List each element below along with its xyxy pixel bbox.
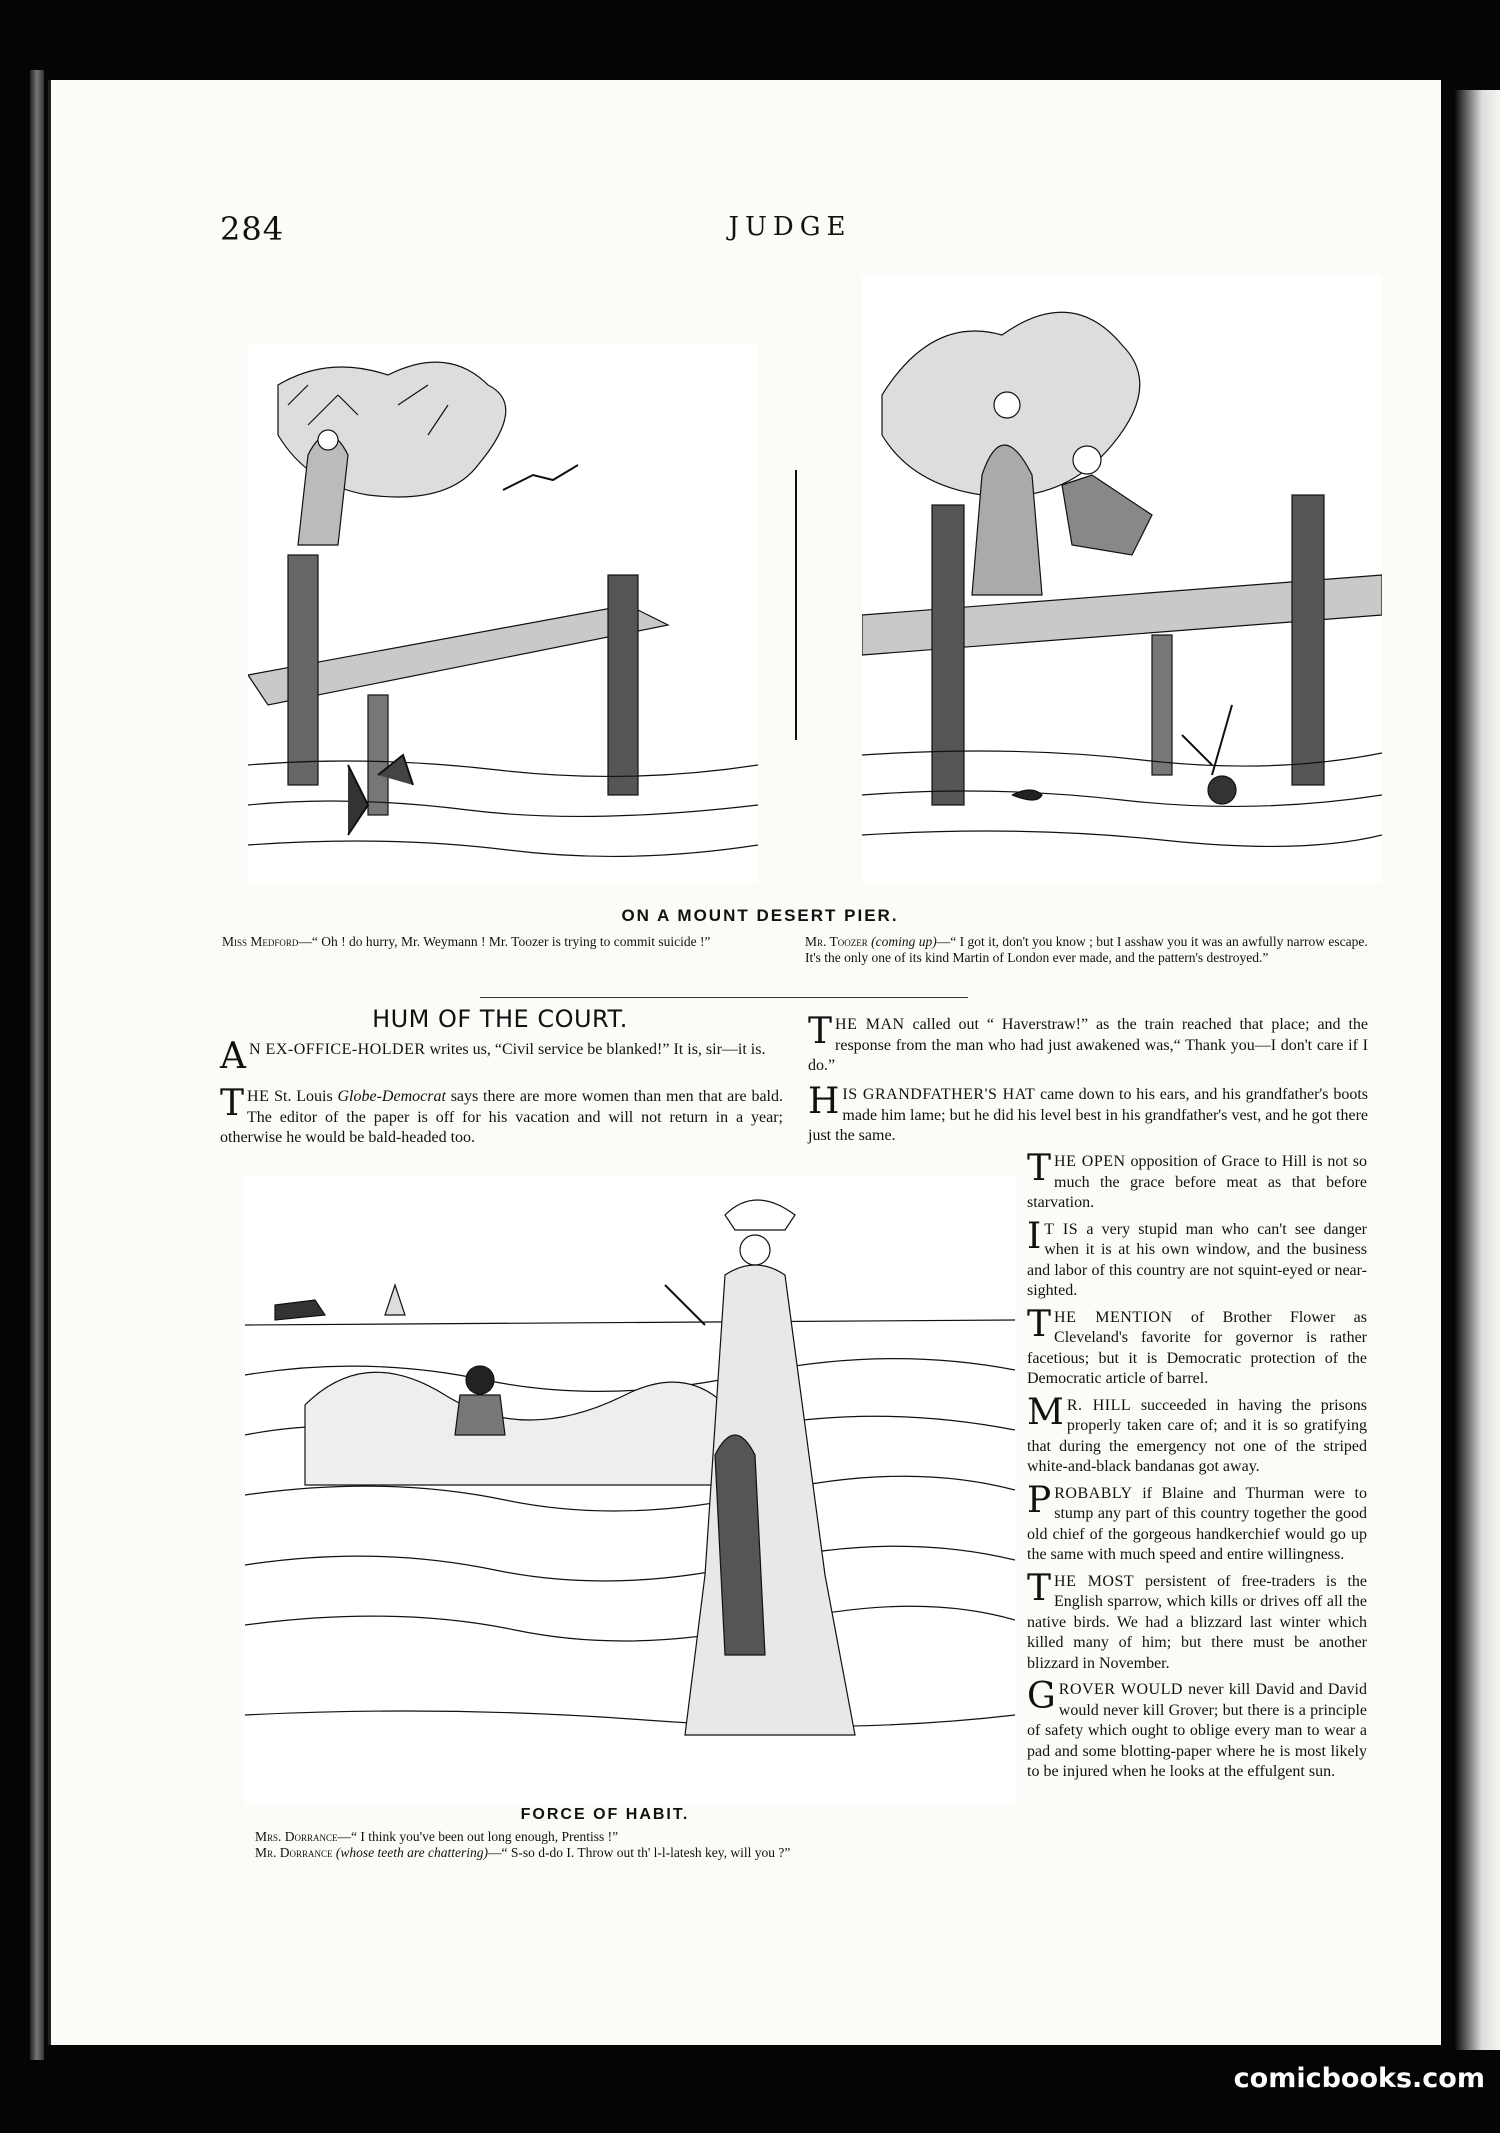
habit-caption-line-1 [255, 1829, 1015, 1845]
paragraph-lead: HE [247, 1088, 270, 1105]
narrow-column [1027, 1148, 1368, 1789]
pier-caption-left [222, 934, 787, 950]
pier-illustration-left [248, 345, 758, 883]
habit-speaker-1: Mrs. Dorrance [255, 1829, 338, 1844]
drop-cap: I [1027, 1215, 1042, 1257]
paragraph-lead: N EX-OFFICE-HOLDER [249, 1041, 426, 1058]
paragraph-text: of Brother Flower as Cleveland's favorite for governor is rather facetious; but it is Democratic protection of the Democratic article of barrel. [1027, 1308, 1367, 1387]
hum-paragraph-right-2 [808, 1081, 1369, 1147]
paragraph-lead: HE MOST [1054, 1572, 1135, 1590]
facing-page-edge [1455, 90, 1500, 2050]
paragraph-lead: T IS [1044, 1220, 1079, 1238]
paragraph-lead: HE MAN [835, 1016, 905, 1033]
habit-direction: (whose teeth are chattering) [335, 1845, 488, 1860]
hum-paragraph-left-2 [220, 1083, 783, 1149]
paragraph-text: called out “ Haverstraw!” as the train reached that place; and the response from the man who had just awakened was,“ Thank you—I don't care if I do.” [808, 1016, 1368, 1074]
habit-speaker-2: Mr. Dorrance [255, 1845, 333, 1860]
paragraph-text: writes us, “Civil service be blanked!” It is, sir—it is. [425, 1041, 766, 1058]
hum-of-the-court-heading: HUM OF THE COURT. [372, 1005, 628, 1033]
panel-divider [795, 470, 797, 740]
habit-speech-2: —“ S-so d-do I. Throw out th' l-l-latesh key, will you ?” [487, 1845, 791, 1860]
paragraph-text: opposition of Grace to Hill is not so much the grace before meat as that before starvation. [1027, 1153, 1368, 1211]
paragraph-text: if Blaine and Thurman were to stump any part of this country together the good old chief of the gorgeous handkerchief would go up the same with much speed and entire willingness. [1027, 1484, 1367, 1563]
force-of-habit-illustration [245, 1175, 1015, 1805]
narrow-paragraph-7 [1027, 1676, 1367, 1783]
paragraph-text: never kill David and David would never kill Grover; but there is a principle of safety which ought to oblige every man to wear a pad and some blotting-paper where he is most likely to be injured when he looks at the effulgent sun. [1027, 1681, 1367, 1780]
paragraph-lead: ROBABLY [1054, 1484, 1133, 1502]
drop-cap: H [808, 1081, 840, 1122]
hum-paragraph-right-1 [808, 1011, 1368, 1077]
pier-illustration-right [862, 275, 1382, 883]
paragraph-lead: ROVER WOULD [1058, 1681, 1183, 1698]
paragraph-text: succeeded in having the prisons properly taken care of; and it is so gratifying that during the emergency not one of the striped white-and-black bandanas got away. [1027, 1396, 1368, 1475]
pier-caption-title: ON A MOUNT DESERT PIER. [621, 906, 899, 925]
drop-cap: T [808, 1011, 833, 1052]
drop-cap: G [1027, 1676, 1056, 1717]
section-rule [480, 997, 968, 998]
paragraph-text: a very stupid man who can't see danger when it is at his own window, and the business and labor of this country are not squint-eyed or near-sighted. [1027, 1220, 1367, 1299]
habit-speech-1: —“ I think you've been out long enough, Prentiss !” [337, 1829, 619, 1844]
habit-caption-title: FORCE OF HABIT. [520, 1806, 690, 1823]
pier-left-speaker: Miss Medford [222, 934, 299, 949]
paragraph-lead: HE MENTION [1054, 1308, 1173, 1326]
newspaper-title: Globe-Democrat [337, 1088, 446, 1105]
paragraph-text: says there are more women than men that are bald. The editor of the paper is off for his vacation and will not return in a year; otherwise he would be bald-headed too. [220, 1088, 783, 1146]
pier-caption-right [805, 934, 1370, 966]
drop-cap: T [1027, 1148, 1052, 1189]
paragraph-text: St. Louis [269, 1088, 338, 1105]
narrow-paragraph-1 [1027, 1148, 1368, 1214]
narrow-paragraph-5 [1027, 1479, 1367, 1566]
narrow-paragraph-3 [1027, 1303, 1367, 1390]
page-number: 284 [220, 210, 285, 248]
pier-right-direction: (coming up) [871, 934, 937, 949]
narrow-paragraph-4 [1027, 1391, 1368, 1478]
site-watermark: comicbooks.com [1233, 2063, 1485, 2094]
paragraph-text: came down to his ears, and his grandfather's boots made him lame; but he did his level best in his grandfather's vest, and he got there just the same. [808, 1086, 1369, 1144]
narrow-paragraph-6 [1027, 1567, 1367, 1675]
narrow-paragraph-2 [1027, 1215, 1367, 1302]
drop-cap: T [1027, 1567, 1052, 1609]
drop-cap: A [220, 1036, 246, 1077]
page-binding-edge [30, 70, 44, 2060]
drop-cap: P [1027, 1479, 1052, 1521]
running-head: JUDGE [728, 212, 852, 242]
drop-cap: T [220, 1083, 245, 1124]
paragraph-text: persistent of free-traders is the English sparrow, which kills or drives off all the native birds. We had a blizzard last winter which killed many of him; but there must be another blizzard in November. [1027, 1572, 1367, 1672]
pier-left-speech: —“ Oh ! do hurry, Mr. Weymann ! Mr. Toozer is trying to commit suicide !” [298, 934, 711, 949]
drop-cap: M [1027, 1391, 1064, 1433]
pier-right-speaker: Mr. Toozer [805, 934, 868, 949]
habit-caption-line-2 [255, 1845, 1015, 1861]
paragraph-lead: HE OPEN [1054, 1153, 1126, 1170]
paragraph-lead: R. HILL [1066, 1396, 1132, 1414]
paragraph-lead: IS GRANDFATHER'S HAT [842, 1086, 1036, 1103]
hum-paragraph-left-1 [220, 1036, 783, 1077]
pier-right-speech: —“ I got it, don't you know ; but I asshaw you it was an awfully narrow escape. It's the only one of its kind Martin of London ever made, and the pattern's destroyed.” [805, 934, 1368, 965]
drop-cap: T [1027, 1303, 1052, 1345]
